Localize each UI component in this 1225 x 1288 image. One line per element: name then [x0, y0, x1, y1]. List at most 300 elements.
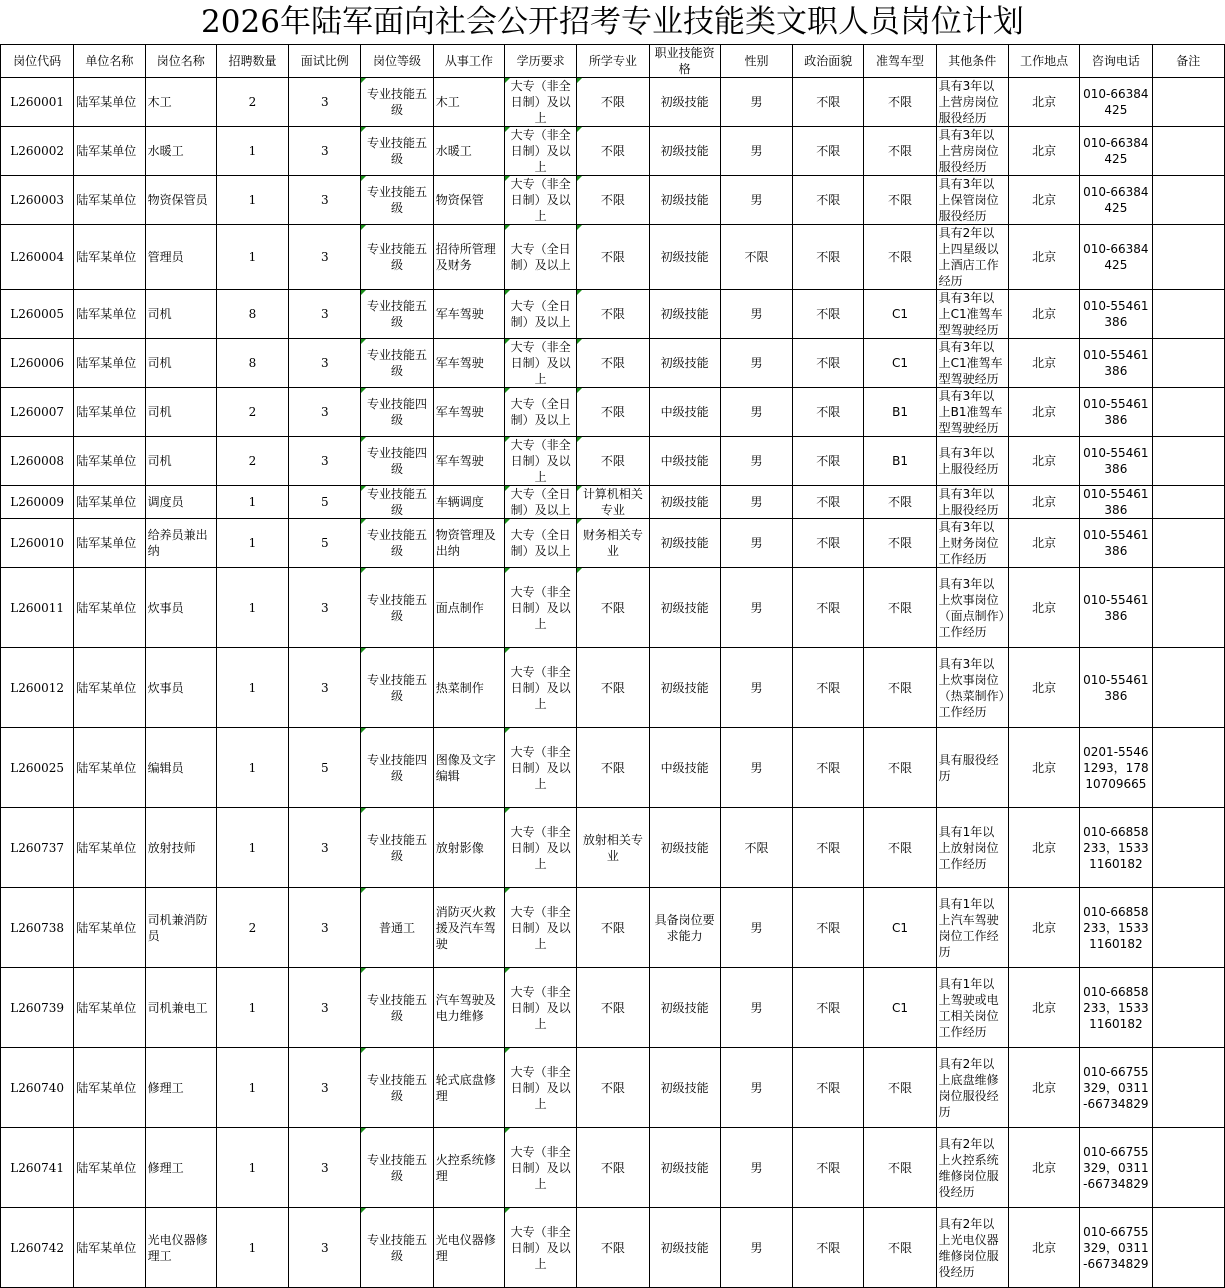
- table-row: [1, 225, 1225, 290]
- cell-work-location: 北京: [1008, 176, 1079, 225]
- cell-interview-ratio: 3: [289, 1048, 361, 1128]
- cell-major: 不限: [577, 225, 649, 290]
- cell-political-status: 不限: [793, 568, 864, 648]
- cell-position-level: 专业技能五级: [361, 1208, 433, 1288]
- header-major: 所学专业: [577, 45, 649, 78]
- header-political-status: 政治面貌: [793, 45, 864, 78]
- cell-skill-qualification: 初级技能: [649, 1128, 720, 1208]
- cell-contact-phone: 010-55461386: [1080, 648, 1152, 728]
- table-body: [1, 78, 1225, 1288]
- cell-position-code: L260008: [1, 437, 74, 486]
- cell-license-type: 不限: [864, 1048, 936, 1128]
- cell-education: 大专（非全日制）及以上: [504, 127, 576, 176]
- cell-work-content: 汽车驾驶及电力维修: [433, 968, 504, 1048]
- cell-position-name: 修理工: [145, 1048, 216, 1128]
- cell-license-type: C1: [864, 339, 936, 388]
- cell-other-conditions: 具有3年以上营房岗位服役经历: [936, 78, 1008, 127]
- cell-other-conditions: 具有3年以上C1准驾车型驾驶经历: [936, 290, 1008, 339]
- cell-interview-ratio: 3: [289, 968, 361, 1048]
- cell-interview-ratio: 3: [289, 1128, 361, 1208]
- cell-position-name: 木工: [145, 78, 216, 127]
- cell-license-type: 不限: [864, 728, 936, 808]
- cell-gender: 男: [720, 486, 792, 519]
- cell-interview-ratio: 3: [289, 648, 361, 728]
- cell-education: 大专（非全日制）及以上: [504, 568, 576, 648]
- cell-position-name: 炊事员: [145, 648, 216, 728]
- cell-unit-name: 陆军某单位: [74, 176, 145, 225]
- table-header-row: [1, 45, 1225, 78]
- cell-work-location: 北京: [1008, 648, 1079, 728]
- cell-position-name: 司机兼消防员: [145, 888, 216, 968]
- cell-skill-qualification: 初级技能: [649, 1048, 720, 1128]
- cell-position-level: 专业技能五级: [361, 127, 433, 176]
- cell-major: 不限: [577, 1128, 649, 1208]
- cell-gender: 男: [720, 339, 792, 388]
- cell-contact-phone: 010-55461386: [1080, 437, 1152, 486]
- cell-interview-ratio: 3: [289, 225, 361, 290]
- cell-skill-qualification: 初级技能: [649, 127, 720, 176]
- cell-position-level: 专业技能四级: [361, 437, 433, 486]
- cell-education: 大专（非全日制）及以上: [504, 888, 576, 968]
- header-unit-name: 单位名称: [74, 45, 145, 78]
- cell-contact-phone: 010-66384425: [1080, 225, 1152, 290]
- cell-position-name: 光电仪器修理工: [145, 1208, 216, 1288]
- cell-remarks: [1152, 888, 1224, 968]
- header-skill-qualification: 职业技能资格: [649, 45, 720, 78]
- cell-position-name: 物资保管员: [145, 176, 216, 225]
- cell-position-level: 专业技能五级: [361, 290, 433, 339]
- cell-work-content: 光电仪器修理: [433, 1208, 504, 1288]
- cell-gender: 不限: [720, 808, 792, 888]
- cell-major: 不限: [577, 888, 649, 968]
- cell-other-conditions: 具有3年以上炊事岗位（热菜制作）工作经历: [936, 648, 1008, 728]
- cell-other-conditions: 具有3年以上C1准驾车型驾驶经历: [936, 339, 1008, 388]
- cell-interview-ratio: 5: [289, 486, 361, 519]
- cell-other-conditions: 具有2年以上底盘维修岗位服役经历: [936, 1048, 1008, 1128]
- table-row: [1, 176, 1225, 225]
- cell-major: 不限: [577, 127, 649, 176]
- cell-work-location: 北京: [1008, 78, 1079, 127]
- cell-position-code: L260740: [1, 1048, 74, 1128]
- cell-license-type: 不限: [864, 568, 936, 648]
- cell-political-status: 不限: [793, 1048, 864, 1128]
- cell-work-content: 轮式底盘修理: [433, 1048, 504, 1128]
- cell-work-content: 热菜制作: [433, 648, 504, 728]
- cell-hire-count: 1: [216, 225, 288, 290]
- cell-political-status: 不限: [793, 808, 864, 888]
- cell-contact-phone: 0201-55461293，17810709665: [1080, 728, 1152, 808]
- cell-contact-phone: 010-55461386: [1080, 568, 1152, 648]
- cell-contact-phone: 010-66858233，15331160182: [1080, 888, 1152, 968]
- cell-work-location: 北京: [1008, 728, 1079, 808]
- cell-skill-qualification: 初级技能: [649, 290, 720, 339]
- cell-hire-count: 2: [216, 78, 288, 127]
- cell-position-name: 司机: [145, 339, 216, 388]
- cell-remarks: [1152, 728, 1224, 808]
- cell-license-type: C1: [864, 290, 936, 339]
- cell-position-level: 专业技能五级: [361, 648, 433, 728]
- cell-work-content: 招待所管理及财务: [433, 225, 504, 290]
- cell-education: 大专（非全日制）及以上: [504, 648, 576, 728]
- cell-unit-name: 陆军某单位: [74, 808, 145, 888]
- cell-license-type: 不限: [864, 127, 936, 176]
- cell-position-name: 炊事员: [145, 568, 216, 648]
- table-row: [1, 339, 1225, 388]
- cell-remarks: [1152, 568, 1224, 648]
- cell-education: 大专（全日制）及以上: [504, 519, 576, 568]
- cell-education: 大专（全日制）及以上: [504, 290, 576, 339]
- table-row: [1, 290, 1225, 339]
- cell-hire-count: 2: [216, 437, 288, 486]
- cell-other-conditions: 具有3年以上服役经历: [936, 437, 1008, 486]
- cell-major: 不限: [577, 1048, 649, 1128]
- cell-interview-ratio: 3: [289, 808, 361, 888]
- cell-position-name: 司机兼电工: [145, 968, 216, 1048]
- cell-unit-name: 陆军某单位: [74, 290, 145, 339]
- cell-position-name: 水暖工: [145, 127, 216, 176]
- table-row: [1, 1048, 1225, 1128]
- cell-remarks: [1152, 176, 1224, 225]
- cell-major: 不限: [577, 728, 649, 808]
- cell-position-level: 专业技能五级: [361, 225, 433, 290]
- cell-skill-qualification: 初级技能: [649, 648, 720, 728]
- cell-position-name: 修理工: [145, 1128, 216, 1208]
- cell-other-conditions: 具有3年以上营房岗位服役经历: [936, 127, 1008, 176]
- cell-interview-ratio: 5: [289, 519, 361, 568]
- cell-education: 大专（非全日制）及以上: [504, 339, 576, 388]
- cell-position-level: 专业技能五级: [361, 568, 433, 648]
- cell-position-name: 司机: [145, 437, 216, 486]
- table-row: [1, 127, 1225, 176]
- cell-interview-ratio: 3: [289, 388, 361, 437]
- cell-unit-name: 陆军某单位: [74, 127, 145, 176]
- cell-other-conditions: 具有1年以上驾驶或电工相关岗位工作经历: [936, 968, 1008, 1048]
- cell-gender: 男: [720, 648, 792, 728]
- cell-other-conditions: 具有2年以上四星级以上酒店工作经历: [936, 225, 1008, 290]
- cell-unit-name: 陆军某单位: [74, 437, 145, 486]
- cell-political-status: 不限: [793, 388, 864, 437]
- cell-position-code: L260742: [1, 1208, 74, 1288]
- cell-contact-phone: 010-55461386: [1080, 486, 1152, 519]
- cell-work-location: 北京: [1008, 1048, 1079, 1128]
- cell-position-code: L260003: [1, 176, 74, 225]
- cell-work-location: 北京: [1008, 225, 1079, 290]
- cell-position-level: 专业技能五级: [361, 176, 433, 225]
- cell-major: 不限: [577, 1208, 649, 1288]
- cell-education: 大专（全日制）及以上: [504, 388, 576, 437]
- cell-interview-ratio: 5: [289, 728, 361, 808]
- cell-remarks: [1152, 127, 1224, 176]
- cell-interview-ratio: 3: [289, 78, 361, 127]
- header-position-name: 岗位名称: [145, 45, 216, 78]
- cell-contact-phone: 010-66858233，15331160182: [1080, 808, 1152, 888]
- table-row: [1, 78, 1225, 127]
- cell-position-code: L260741: [1, 1128, 74, 1208]
- cell-contact-phone: 010-66858233，15331160182: [1080, 968, 1152, 1048]
- cell-major: 不限: [577, 290, 649, 339]
- cell-position-code: L260737: [1, 808, 74, 888]
- cell-work-content: 军车驾驶: [433, 339, 504, 388]
- cell-gender: 男: [720, 78, 792, 127]
- cell-remarks: [1152, 648, 1224, 728]
- table-row: [1, 968, 1225, 1048]
- cell-position-code: L260004: [1, 225, 74, 290]
- cell-skill-qualification: 初级技能: [649, 519, 720, 568]
- cell-work-location: 北京: [1008, 568, 1079, 648]
- cell-position-level: 专业技能五级: [361, 1128, 433, 1208]
- cell-position-name: 调度员: [145, 486, 216, 519]
- cell-skill-qualification: 初级技能: [649, 225, 720, 290]
- cell-license-type: C1: [864, 968, 936, 1048]
- cell-license-type: B1: [864, 437, 936, 486]
- cell-hire-count: 1: [216, 519, 288, 568]
- cell-work-location: 北京: [1008, 290, 1079, 339]
- cell-education: 大专（非全日制）及以上: [504, 1208, 576, 1288]
- cell-major: 计算机相关专业: [577, 486, 649, 519]
- cell-position-name: 给养员兼出纳: [145, 519, 216, 568]
- cell-work-location: 北京: [1008, 437, 1079, 486]
- cell-hire-count: 1: [216, 968, 288, 1048]
- cell-education: 大专（全日制）及以上: [504, 486, 576, 519]
- header-education: 学历要求: [504, 45, 576, 78]
- cell-education: 大专（非全日制）及以上: [504, 437, 576, 486]
- cell-contact-phone: 010-66755329，0311-66734829: [1080, 1208, 1152, 1288]
- cell-hire-count: 1: [216, 808, 288, 888]
- cell-political-status: 不限: [793, 648, 864, 728]
- cell-remarks: [1152, 1128, 1224, 1208]
- cell-position-level: 专业技能五级: [361, 519, 433, 568]
- cell-license-type: 不限: [864, 78, 936, 127]
- cell-work-content: 图像及文字编辑: [433, 728, 504, 808]
- cell-other-conditions: 具有3年以上B1准驾车型驾驶经历: [936, 388, 1008, 437]
- cell-hire-count: 1: [216, 1208, 288, 1288]
- header-work-content: 从事工作: [433, 45, 504, 78]
- cell-work-content: 车辆调度: [433, 486, 504, 519]
- cell-position-name: 放射技师: [145, 808, 216, 888]
- header-interview-ratio: 面试比例: [289, 45, 361, 78]
- table-row: [1, 808, 1225, 888]
- cell-unit-name: 陆军某单位: [74, 648, 145, 728]
- cell-skill-qualification: 初级技能: [649, 808, 720, 888]
- cell-education: 大专（非全日制）及以上: [504, 968, 576, 1048]
- cell-unit-name: 陆军某单位: [74, 78, 145, 127]
- cell-other-conditions: 具有2年以上火控系统维修岗位服役经历: [936, 1128, 1008, 1208]
- cell-unit-name: 陆军某单位: [74, 225, 145, 290]
- cell-remarks: [1152, 1048, 1224, 1128]
- cell-contact-phone: 010-66755329，0311-66734829: [1080, 1048, 1152, 1128]
- cell-work-location: 北京: [1008, 888, 1079, 968]
- cell-position-level: 专业技能五级: [361, 486, 433, 519]
- cell-skill-qualification: 中级技能: [649, 388, 720, 437]
- cell-remarks: [1152, 968, 1224, 1048]
- cell-work-content: 火控系统修理: [433, 1128, 504, 1208]
- cell-other-conditions: 具有3年以上保管岗位服役经历: [936, 176, 1008, 225]
- cell-major: 放射相关专业: [577, 808, 649, 888]
- cell-work-content: 军车驾驶: [433, 437, 504, 486]
- cell-other-conditions: 具有服役经历: [936, 728, 1008, 808]
- cell-hire-count: 1: [216, 176, 288, 225]
- cell-other-conditions: 具有2年以上光电仪器维修岗位服役经历: [936, 1208, 1008, 1288]
- cell-unit-name: 陆军某单位: [74, 1128, 145, 1208]
- cell-unit-name: 陆军某单位: [74, 968, 145, 1048]
- cell-skill-qualification: 初级技能: [649, 339, 720, 388]
- header-work-location: 工作地点: [1008, 45, 1079, 78]
- table-row: [1, 648, 1225, 728]
- cell-major: 不限: [577, 968, 649, 1048]
- cell-work-location: 北京: [1008, 388, 1079, 437]
- cell-interview-ratio: 3: [289, 339, 361, 388]
- cell-major: 财务相关专业: [577, 519, 649, 568]
- cell-hire-count: 8: [216, 290, 288, 339]
- cell-remarks: [1152, 388, 1224, 437]
- cell-hire-count: 1: [216, 1128, 288, 1208]
- cell-work-location: 北京: [1008, 968, 1079, 1048]
- cell-political-status: 不限: [793, 968, 864, 1048]
- cell-skill-qualification: 初级技能: [649, 78, 720, 127]
- cell-position-level: 专业技能四级: [361, 728, 433, 808]
- cell-gender: 男: [720, 568, 792, 648]
- cell-work-content: 物资管理及出纳: [433, 519, 504, 568]
- cell-hire-count: 1: [216, 728, 288, 808]
- cell-skill-qualification: 具备岗位要求能力: [649, 888, 720, 968]
- cell-gender: 男: [720, 519, 792, 568]
- cell-other-conditions: 具有1年以上汽车驾驶岗位工作经历: [936, 888, 1008, 968]
- cell-work-content: 木工: [433, 78, 504, 127]
- cell-unit-name: 陆军某单位: [74, 388, 145, 437]
- cell-position-level: 专业技能五级: [361, 1048, 433, 1128]
- cell-skill-qualification: 初级技能: [649, 568, 720, 648]
- cell-other-conditions: 具有1年以上放射岗位工作经历: [936, 808, 1008, 888]
- cell-license-type: 不限: [864, 1208, 936, 1288]
- cell-remarks: [1152, 437, 1224, 486]
- header-position-level: 岗位等级: [361, 45, 433, 78]
- cell-remarks: [1152, 290, 1224, 339]
- cell-license-type: C1: [864, 888, 936, 968]
- cell-remarks: [1152, 78, 1224, 127]
- cell-work-location: 北京: [1008, 1208, 1079, 1288]
- cell-interview-ratio: 3: [289, 568, 361, 648]
- cell-position-code: L260739: [1, 968, 74, 1048]
- cell-position-name: 司机: [145, 290, 216, 339]
- cell-position-code: L260005: [1, 290, 74, 339]
- cell-position-level: 专业技能五级: [361, 78, 433, 127]
- cell-gender: 男: [720, 127, 792, 176]
- cell-political-status: 不限: [793, 176, 864, 225]
- cell-political-status: 不限: [793, 437, 864, 486]
- cell-position-code: L260007: [1, 388, 74, 437]
- cell-work-content: 放射影像: [433, 808, 504, 888]
- header-position-code: 岗位代码: [1, 45, 74, 78]
- cell-gender: 男: [720, 290, 792, 339]
- cell-work-location: 北京: [1008, 486, 1079, 519]
- cell-gender: 男: [720, 728, 792, 808]
- cell-license-type: 不限: [864, 1128, 936, 1208]
- cell-work-content: 面点制作: [433, 568, 504, 648]
- cell-major: 不限: [577, 648, 649, 728]
- cell-political-status: 不限: [793, 486, 864, 519]
- cell-position-name: 司机: [145, 388, 216, 437]
- cell-work-location: 北京: [1008, 339, 1079, 388]
- cell-contact-phone: 010-55461386: [1080, 290, 1152, 339]
- cell-position-level: 专业技能五级: [361, 968, 433, 1048]
- table-row: [1, 388, 1225, 437]
- cell-hire-count: 1: [216, 1048, 288, 1128]
- cell-unit-name: 陆军某单位: [74, 1208, 145, 1288]
- cell-skill-qualification: 初级技能: [649, 968, 720, 1048]
- cell-contact-phone: 010-55461386: [1080, 339, 1152, 388]
- cell-political-status: 不限: [793, 728, 864, 808]
- cell-other-conditions: 具有3年以上炊事岗位（面点制作）工作经历: [936, 568, 1008, 648]
- header-license-type: 准驾车型: [864, 45, 936, 78]
- header-hire-count: 招聘数量: [216, 45, 288, 78]
- cell-remarks: [1152, 1208, 1224, 1288]
- cell-position-level: 普通工: [361, 888, 433, 968]
- cell-unit-name: 陆军某单位: [74, 568, 145, 648]
- cell-political-status: 不限: [793, 225, 864, 290]
- cell-major: 不限: [577, 437, 649, 486]
- cell-position-level: 专业技能五级: [361, 808, 433, 888]
- cell-interview-ratio: 3: [289, 127, 361, 176]
- table-row: [1, 1128, 1225, 1208]
- cell-position-code: L260001: [1, 78, 74, 127]
- cell-unit-name: 陆军某单位: [74, 728, 145, 808]
- cell-other-conditions: 具有3年以上财务岗位工作经历: [936, 519, 1008, 568]
- cell-work-location: 北京: [1008, 808, 1079, 888]
- cell-license-type: 不限: [864, 519, 936, 568]
- cell-license-type: 不限: [864, 176, 936, 225]
- cell-skill-qualification: 初级技能: [649, 1208, 720, 1288]
- cell-hire-count: 8: [216, 339, 288, 388]
- cell-contact-phone: 010-66384425: [1080, 78, 1152, 127]
- cell-position-name: 管理员: [145, 225, 216, 290]
- cell-political-status: 不限: [793, 1128, 864, 1208]
- cell-political-status: 不限: [793, 339, 864, 388]
- cell-work-location: 北京: [1008, 1128, 1079, 1208]
- cell-position-code: L260011: [1, 568, 74, 648]
- cell-contact-phone: 010-66384425: [1080, 127, 1152, 176]
- cell-major: 不限: [577, 568, 649, 648]
- cell-other-conditions: 具有3年以上服役经历: [936, 486, 1008, 519]
- cell-major: 不限: [577, 176, 649, 225]
- positions-table: [0, 44, 1225, 1288]
- header-remarks: 备注: [1152, 45, 1224, 78]
- cell-work-content: 消防灭火救援及汽车驾驶: [433, 888, 504, 968]
- cell-position-code: L260006: [1, 339, 74, 388]
- cell-position-code: L260009: [1, 486, 74, 519]
- cell-position-code: L260010: [1, 519, 74, 568]
- cell-gender: 男: [720, 388, 792, 437]
- cell-interview-ratio: 3: [289, 176, 361, 225]
- cell-contact-phone: 010-55461386: [1080, 388, 1152, 437]
- cell-work-location: 北京: [1008, 519, 1079, 568]
- cell-education: 大专（全日制）及以上: [504, 225, 576, 290]
- cell-hire-count: 1: [216, 648, 288, 728]
- cell-education: 大专（非全日制）及以上: [504, 176, 576, 225]
- cell-political-status: 不限: [793, 78, 864, 127]
- cell-skill-qualification: 初级技能: [649, 486, 720, 519]
- page-title: 2026年陆军面向社会公开招考专业技能类文职人员岗位计划: [201, 4, 1024, 40]
- cell-work-location: 北京: [1008, 127, 1079, 176]
- table-row: [1, 1208, 1225, 1288]
- header-other-conditions: 其他条件: [936, 45, 1008, 78]
- cell-license-type: 不限: [864, 486, 936, 519]
- table-row: [1, 888, 1225, 968]
- cell-gender: 男: [720, 176, 792, 225]
- cell-contact-phone: 010-66755329，0311-66734829: [1080, 1128, 1152, 1208]
- table-row: [1, 519, 1225, 568]
- cell-interview-ratio: 3: [289, 290, 361, 339]
- table-row: [1, 486, 1225, 519]
